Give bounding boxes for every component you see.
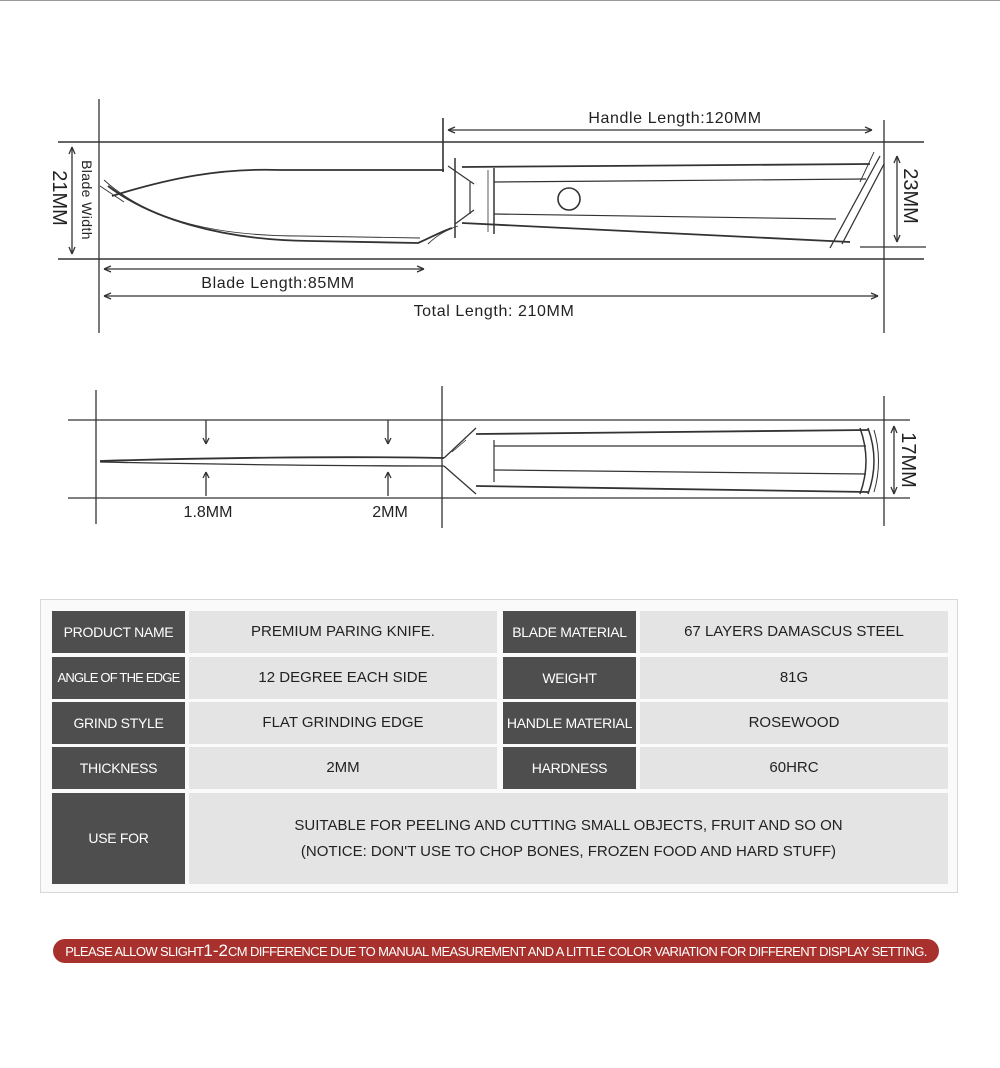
hardness-value: 60HRC <box>640 747 948 789</box>
handle-material-label: HANDLE MATERIAL <box>503 702 636 744</box>
use-for-line-1: SUITABLE FOR PEELING AND CUTTING SMALL OBJECTS, FRUIT AND SO ON <box>294 816 843 834</box>
handle-height-value: 23MM <box>899 168 921 224</box>
side-handle-outline <box>444 428 879 494</box>
thickness-label: THICKNESS <box>52 747 185 789</box>
use-for-label: USE FOR <box>52 793 185 884</box>
top-view <box>58 99 926 333</box>
notice-range: 1-2 <box>203 941 228 960</box>
blade-material-label: BLADE MATERIAL <box>503 611 636 653</box>
use-for-line-2: (NOTICE: DON'T USE TO CHOP BONES, FROZEN FOOD AND HARD STUFF) <box>300 842 837 860</box>
notice-suffix: CM DIFFERENCE DUE TO MANUAL MEASUREMENT AND A LITTLE COLOR VARIATION FOR DIFFERENT DISPLAY SETTING. <box>227 943 927 959</box>
weight-value: 81G <box>640 657 948 699</box>
rivet-circle <box>558 188 580 210</box>
hardness-label: HARDNESS <box>503 747 636 789</box>
product-name-label: PRODUCT NAME <box>52 611 185 653</box>
blade-material-value: 67 LAYERS DAMASCUS STEEL <box>640 611 948 653</box>
handle-material-value: ROSEWOOD <box>640 702 948 744</box>
blade-length-label: Blade Length:85MM <box>201 275 355 292</box>
notice-prefix: PLEASE ALLOW SLIGHT <box>65 943 204 959</box>
side-blade-outline <box>100 457 444 466</box>
spec-table <box>40 599 958 893</box>
total-length-label: Total Length: 210MM <box>413 303 575 320</box>
measurement-notice-banner <box>53 939 939 963</box>
blade-width-label: Blade Width <box>79 160 95 240</box>
handle-outline <box>462 152 884 248</box>
bolster-outline <box>448 158 494 238</box>
grind-style-value: FLAT GRINDING EDGE <box>189 702 497 744</box>
handle-length-label: Handle Length:120MM <box>588 110 762 127</box>
blade-width-value: 21MM <box>48 170 70 226</box>
thickness-value: 2MM <box>189 747 497 789</box>
edge-angle-label: ANGLE OF THE EDGE <box>52 657 185 699</box>
grind-style-label: GRIND STYLE <box>52 702 185 744</box>
handle-thickness-value: 17MM <box>897 432 919 488</box>
weight-label: WEIGHT <box>503 657 636 699</box>
edge-angle-value: 12 DEGREE EACH SIDE <box>189 657 497 699</box>
product-name-value: PREMIUM PARING KNIFE. <box>189 611 497 653</box>
spine-thickness-label: 2MM <box>372 504 408 521</box>
tip-thickness-label: 1.8MM <box>183 504 233 521</box>
use-for-value <box>189 793 948 884</box>
blade-outline <box>100 170 458 244</box>
